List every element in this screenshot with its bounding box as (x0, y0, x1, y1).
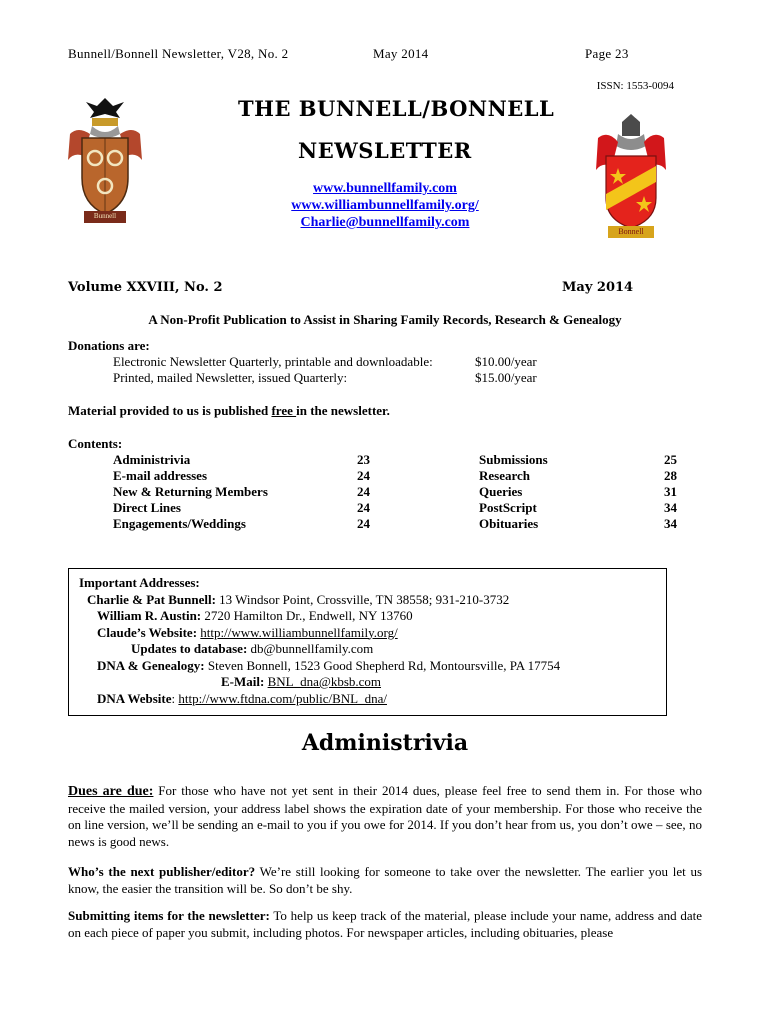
material-text: Material provided to us is published (68, 403, 272, 418)
masthead-line1: THE BUNNELL/BONNELL (238, 96, 555, 121)
address-label: DNA & Genealogy: (97, 657, 205, 673)
volume-number: Volume XXVIII, No. 2 (68, 280, 223, 295)
toc-item: New & Returning Members (113, 484, 268, 499)
website-links (0, 180, 770, 231)
address-label: DNA Website (97, 690, 172, 706)
toc-item: Submissions (479, 452, 548, 467)
toc-page: 24 (357, 516, 370, 531)
toc-row (68, 500, 694, 516)
material-note (68, 403, 390, 419)
address-text: 13 Windsor Point, Crossville, TN 38558; 931-210-3732 (215, 591, 510, 607)
important-addresses-box (68, 568, 667, 716)
address-text: Steven Bonnell, 1523 Good Shepherd Rd, Montoursville, PA 17754 (204, 657, 561, 673)
toc-page: 31 (664, 484, 677, 499)
address-label: Claude’s Website: (97, 624, 198, 640)
toc-row (68, 516, 694, 532)
material-free: free (271, 403, 297, 418)
material-text: in the newsletter. (296, 403, 390, 418)
address-line (79, 691, 656, 708)
claude-website-link[interactable]: http://www.williambunnellfamily.org/ (200, 624, 398, 640)
toc-row (68, 484, 694, 500)
donation-row (68, 354, 537, 370)
donation-price: $10.00/year (475, 354, 537, 369)
toc-page: 24 (357, 484, 370, 499)
link-charlie-email[interactable]: Charlie@bunnellfamily.com (300, 215, 470, 230)
link-williambunnellfamily[interactable]: www.williambunnellfamily.org/ (291, 198, 479, 213)
toc-page: 25 (664, 452, 677, 467)
link-bunnellfamily[interactable]: www.bunnellfamily.com (313, 181, 457, 196)
donation-desc: Printed, mailed Newsletter, issued Quarterly: (113, 370, 348, 385)
header-date: May 2014 (373, 46, 429, 61)
toc-page: 34 (664, 500, 677, 515)
paragraph-text: To help us keep track of the material, please include your name, address and date on each piece of paper you submit, including photos. For newspaper articles, including obituaries, please (68, 908, 702, 940)
address-line (79, 625, 656, 642)
section-title: Administrivia (301, 730, 469, 756)
address-line (79, 658, 656, 675)
paragraph-heading: Dues are due: (68, 784, 154, 799)
donation-price: $15.00/year (475, 370, 537, 385)
bonnell-crest-label: Bonnell (618, 227, 644, 236)
toc-page: 24 (357, 500, 370, 515)
toc-page: 28 (664, 468, 677, 483)
dna-email-link[interactable]: BNL_dna@kbsb.com (267, 674, 382, 689)
address-label: Charlie & Pat Bunnell: (87, 591, 216, 607)
addresses-title: Important Addresses: (79, 575, 200, 590)
subtitle: A Non-Profit Publication to Assist in Sharing Family Records, Research & Genealogy (148, 312, 622, 327)
dna-website-link[interactable]: http://www.ftdna.com/public/BNL_dna/ (178, 690, 387, 706)
donation-desc: Electronic Newsletter Quarterly, printable and downloadable: (113, 354, 433, 369)
dues-paragraph (68, 783, 702, 850)
paragraph-heading: Submitting items for the newsletter: (68, 908, 270, 923)
address-line (79, 674, 656, 691)
masthead-line2: NEWSLETTER (298, 138, 472, 163)
address-line (79, 641, 656, 658)
toc-item: Engagements/Weddings (113, 516, 246, 531)
bunnell-crest-label: Bunnell (93, 212, 117, 220)
toc-item: PostScript (479, 500, 537, 515)
address-label: Updates to database: (131, 641, 248, 656)
toc-page: 24 (357, 468, 370, 483)
donations-label: Donations are: (68, 338, 150, 353)
toc-item: Direct Lines (113, 500, 181, 515)
issn: ISSN: 1553-0094 (596, 80, 674, 92)
toc-page: 34 (664, 516, 677, 531)
paragraph-text: For those who have not yet sent in their 2014 dues, please feel free to send them in. For those who receive the mailed version, your address label shows the expiration date of your membership. For those who receive the on line version, we’ll be sending an e-mail to you if you owe for 2014. If you don’t hear from us, you don’t owe – see, no news is good news. (68, 783, 702, 849)
donation-row (68, 370, 537, 386)
toc-item: Research (479, 468, 531, 483)
toc-row (68, 452, 694, 468)
address-text: 2720 Hamilton Dr., Endwell, NY 13760 (201, 608, 413, 623)
address-line (79, 592, 656, 609)
volume-date: May 2014 (562, 280, 634, 295)
publisher-paragraph (68, 864, 702, 897)
address-line (79, 608, 656, 625)
toc-row (68, 468, 694, 484)
toc-page: 23 (357, 452, 370, 467)
paragraph-heading: Who’s the next publisher/editor? (68, 864, 256, 879)
header-page: Page 23 (585, 46, 629, 61)
toc-item: Administrivia (113, 452, 191, 467)
table-of-contents (68, 436, 694, 532)
contents-label: Contents: (68, 436, 123, 451)
header-left: Bunnell/Bonnell Newsletter, V28, No. 2 (68, 46, 289, 61)
paragraph-text: We’re still looking for someone to take over the newsletter. The earlier you let us know, the easier the transition will be. So don’t be shy. (68, 864, 703, 896)
address-text: db@bunnellfamily.com (247, 641, 374, 656)
toc-item: E-mail addresses (113, 468, 208, 483)
submitting-paragraph (68, 908, 702, 941)
address-text: : (171, 690, 179, 706)
toc-item: Queries (479, 484, 523, 499)
address-label: William R. Austin: (97, 608, 202, 623)
address-label: E-Mail: (221, 674, 265, 689)
donations (68, 338, 537, 386)
toc-item: Obituaries (479, 516, 539, 531)
